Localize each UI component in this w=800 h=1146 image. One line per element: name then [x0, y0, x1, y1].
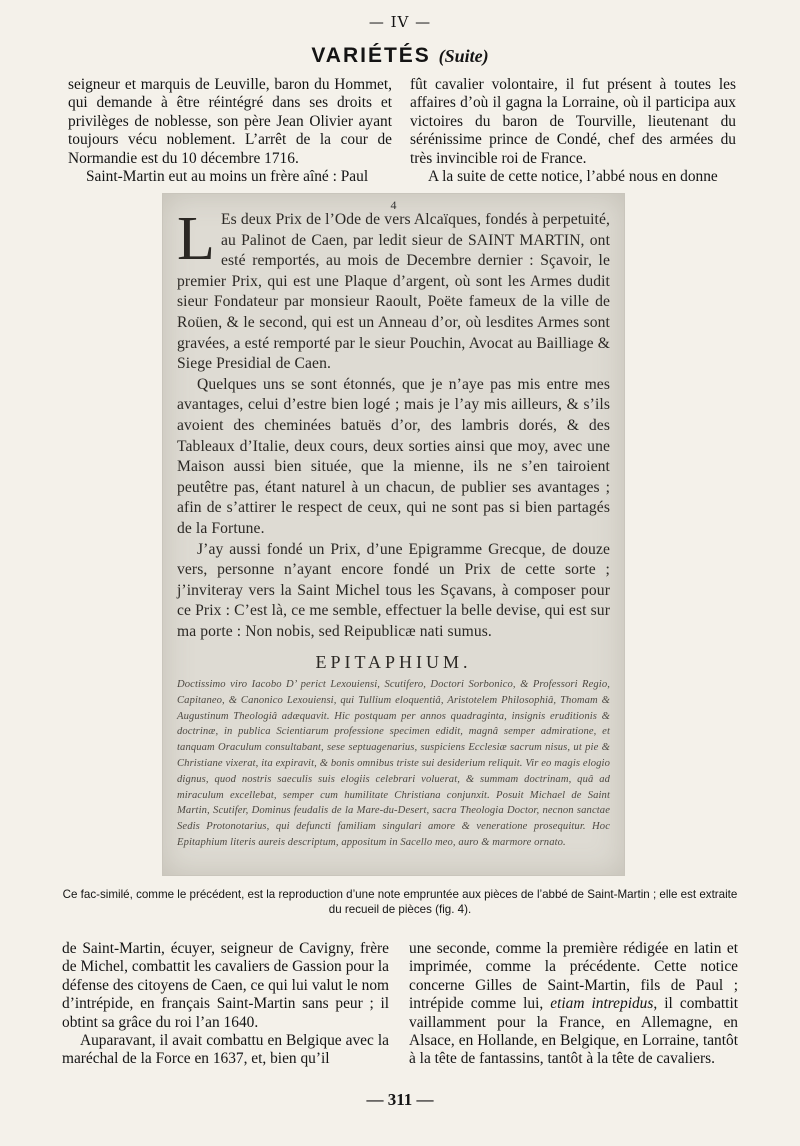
- paragraph-text: une seconde, comme la première rédigée en latin et imprimée, comme la précédente. Cette notice concerne Gilles de Saint-Martin, fils de Paul ; intrépide comme lui,: [409, 940, 738, 1013]
- facsimile-text: [177, 205, 610, 851]
- bottom-left-column: [62, 940, 389, 1069]
- facsimile-paragraph: J’ay aussi fondé un Prix, d’une Epigramme Grecque, de douze vers, personne n’ayant encore fondé un Prix de cette sorte ; j’inviteray vers la Saint Michel tous les Sçavans, à composer pour ce Prix : C’est là, ce me semble, effectuer la belle devise, qui est sur ma porte : Non nobis, sed Reipublicæ nati sumus.: [177, 540, 610, 640]
- drop-cap: L: [177, 205, 215, 273]
- facsimile-paragraph-text: Es deux Prix de l’Ode de vers Alcaïques, fondés à perpetuité, au Palinot de Caen, par ledit sieur de SAINT MARTIN, ont esté remportés, au mois de Decembre dernier : Sçavoir, le premier Prix, qui est une Plaque d’argent, où sont les Armes dudit sieur Fondateur par monsieur Raoult, Poëte fameux de la ville de Roüen, & le second, qui est un Anneau d’or, où lesdites Armes sont gravées, a esté remporté par le sieur Pouchin, Avocat au Bailliage & Siege Presidial de Caen.: [177, 211, 610, 373]
- facsimile-page-number: 4: [390, 198, 397, 212]
- paragraph: de Saint-Martin, écuyer, seigneur de Cavigny, frère de Michel, combattit les cavaliers de Gassion pour la défense des citoyens de Caen, ce qui lui valut le nom d’intrépide, en français Saint-Martin sans peur ; il obtint sa grâce du roi l’an 1640.: [62, 940, 389, 1031]
- latin-phrase: etiam intrepidus: [550, 995, 654, 1013]
- paragraph: A la suite de cette notice, l’abbé nous en donne: [428, 168, 718, 186]
- paragraph: fût cavalier volontaire, il fut présent à toutes les affaires d’où il gagna la Lorraine, où il participa aux victoires du baron de Tourville, lieutenant du sérénissime prince de Condé, chef des armées du très invincible roi de France.: [410, 76, 736, 167]
- page-number: — 311 —: [366, 1090, 434, 1109]
- top-left-column: [68, 76, 392, 186]
- paragraph-text: , il combattit vaillamment pour la France, en Allemagne, en Alsace, en Hollande, en Belgique, en Lorraine, tantôt à la tête de fantassins, tantôt à la tête de cavaliers.: [409, 995, 739, 1068]
- epitaph-title: EPITAPHIUM.: [315, 652, 472, 673]
- facsimile-paragraph: [177, 205, 610, 375]
- facsimile-image: [162, 193, 625, 876]
- section-title-text: VARIÉTÉS: [311, 44, 431, 67]
- paragraph: Saint-Martin eut au moins un frère aîné : Paul: [86, 168, 369, 186]
- paragraph: seigneur et marquis de Leuville, baron du Hommet, qui demande à être réintégré dans ses droits et privilèges de noblesse, son père Jean Olivier ayant toujours vécu noblement. L’arrêt de la cour de Normandie est du 10 décembre 1716.: [68, 76, 392, 167]
- page-number-roman: — IV —: [368, 13, 432, 31]
- paragraph: [409, 940, 738, 1069]
- epitaph-text: Doctissimo viro Iacobo D’ perict Lexouiensi, Scutifero, Doctori Sorbonico, & Professori Regio, Capitaneo, & Canonico Lexouiensi, qui Tullium eloquentiâ, Aristotelem Philosophiâ, Thomam & Augustinum Theologiâ adæquavit. Hic postquam per annos quadraginta, insignis eruditionis & doctrinæ, in publica Scientiarum professione specimen edidit, magnâ semper admiratione, et tanquam Oraculum consultabant, sese septuagenarius, suspiciens Ecclesiæ sacrum nisus, ut pie & Christiane vixerat, ita expiravit, & bonis omnibus triste sui desiderium reliquit. Vir eo magis elogio dignus, quod nostris saeculis suis elogiis celebrari voluerat, & summam doctrinam, quâ ad miraculum excellebat, semper cum humilitate Christiana conjunxit. Posuit Michael de Saint Martin, Scutifer, Dominus feudalis de la Mare-du-Desert, sacra Theologia Doctor, necnon sanctae Sedis Protonotarius, qui defuncti familiam singulari amore & veneratione prosequitur. Hoc Epitaphium literis aureis descriptum, appositum in Sacello meo, auro & marmore ornato.: [177, 679, 610, 849]
- section-title-suffix: (Suite): [438, 46, 489, 66]
- section-title: [0, 44, 800, 68]
- top-right-column: [410, 76, 736, 186]
- bottom-right-column: [409, 940, 738, 1069]
- paragraph: Auparavant, il avait combattu en Belgique avec la maréchal de la Force en 1637, et, bien qu’il: [62, 1032, 389, 1068]
- figure-caption: Ce fac-similé, comme le précédent, est la reproduction d’une note empruntée aux pièces de l’abbé de Saint-Martin ; elle est extraite du recueil de pièces (fig. 4).: [62, 888, 738, 916]
- facsimile-paragraph: Quelques uns se sont étonnés, que je n’aye pas mis entre mes avantages, celui d’estre bien logé ; mais je l’ay mis ailleurs, & s’ils avoient des cheminées batuës d’or, des lambris dorés, & des Tableaux d’Italie, deux cours, deux sorties ainsi que moy, avec une Maison aussi bien située, que la mienne, ils ne s’en tairoient peutêtre pas, étant naturel à un chacun, de publier ses avantages ; afin de s’attirer le respect de ceux, qui ne sont pas si bien partagés de la Fortune.: [177, 375, 610, 537]
